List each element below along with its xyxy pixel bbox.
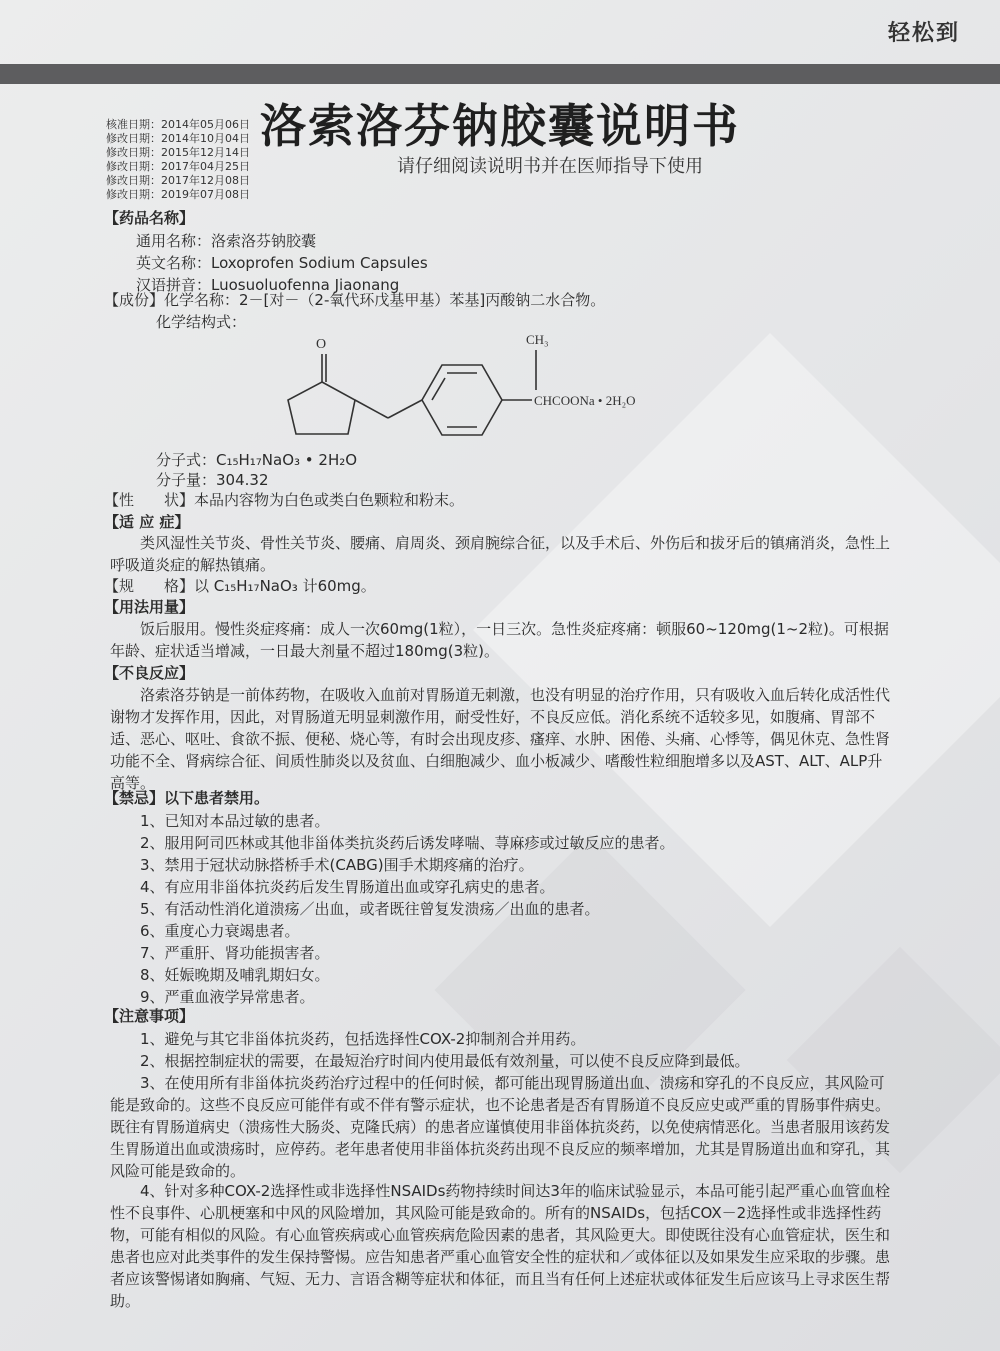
section-heading-indications: 【适 应 症】: [104, 513, 190, 531]
molecular-formula: 分子式：C₁₅H₁₇NaO₃ • 2H₂O: [156, 451, 358, 469]
document-title: 洛索洛芬钠胶囊说明书: [260, 99, 740, 153]
molecular-weight: 分子量：304.32: [156, 471, 269, 489]
section-heading-precautions: 【注意事项】: [104, 1007, 195, 1025]
pinyin-name: 汉语拼音：Luosuoluofenna Jiaonang: [136, 276, 400, 294]
benzene-ring: [422, 365, 502, 435]
section-heading-drug-name: 【药品名称】: [104, 209, 195, 227]
contraindication-item: 1、已知对本品过敏的患者。: [140, 812, 330, 830]
precaution-item: 1、避免与其它非甾体抗炎药，包括选择性COX-2抑制剂合并用药。: [140, 1030, 586, 1048]
header-bar: [0, 64, 1000, 84]
ketone-oxygen-label: O: [316, 337, 327, 352]
contraindication-item: 9、严重血液学异常患者。: [140, 988, 315, 1006]
brand-logo: 轻松到: [887, 20, 960, 46]
section-heading-contraindications: 【禁忌】以下患者禁用。: [104, 789, 270, 807]
revision-date: 修改日期：2017年12月08日: [106, 174, 250, 187]
english-name: 英文名称：Loxoprofen Sodium Capsules: [136, 254, 428, 272]
cyclopentane-ring: [288, 382, 355, 434]
specification-line: 【规 格】以 C₁₅H₁₇NaO₃ 计60mg。: [104, 577, 376, 595]
contraindication-item: 5、有活动性消化道溃疡／出血，或者既往曾复发溃疡／出血的患者。: [140, 900, 600, 918]
revision-dates: [106, 118, 250, 202]
methyl-label: CH₃: [526, 332, 549, 347]
adverse-reactions-text: 洛索洛芬钠是一前体药物，在吸收入血前对胃肠道无刺激，也没有明显的治疗作用，只有吸收入血后转化成活性代谢物才发挥作用，因此，对胃肠道无明显刺激作用，耐受性好，不良反应低。消化系统不适较多见，如腹痛、胃部不适、恶心、呕吐、食欲不振、便秘、烧心等，有时会出现皮疹、瘙痒、水肿、困倦、头痛、心悸等，偶见休克、急性肾功能不全、肾病综合征、间质性肺炎以及贫血、白细胞减少、血小板减少、嗜酸性粒细胞增多以及AST、ALT、ALP升高等。: [110, 686, 891, 792]
document-subtitle: 请仔细阅读说明书并在医师指导下使用: [397, 156, 703, 177]
revision-date: 修改日期：2019年07月08日: [106, 188, 250, 201]
precaution-item: 2、根据控制症状的需要，在最短治疗时间内使用最低有效剂量，可以使不良反应降到最低。: [140, 1052, 750, 1070]
revision-date: 修改日期：2014年10月04日: [106, 132, 250, 145]
contraindication-item: 6、重度心力衰竭患者。: [140, 922, 300, 940]
properties-line: 【性 状】本品内容物为白色或类白色颗粒和粉末。: [104, 491, 465, 509]
contraindication-item: 3、禁用于冠状动脉搭桥手术(CABG)围手术期疼痛的治疗。: [140, 856, 534, 874]
chemical-structure-diagram: [260, 328, 680, 458]
contraindication-item: 4、有应用非甾体抗炎药后发生胃肠道出血或穿孔病史的患者。: [140, 878, 555, 896]
revision-date: 修改日期：2015年12月14日: [106, 146, 250, 159]
generic-name: 通用名称：洛索洛芬钠胶囊: [136, 232, 317, 250]
approval-date: 核准日期：2014年05月06日: [106, 118, 250, 131]
contraindication-item: 8、妊娠晚期及哺乳期妇女。: [140, 966, 330, 984]
precaution-item: 4、针对多种COX-2选择性或非选择性NSAIDs药物持续时间达3年的临床试验显示，本品可能引起严重心血管血栓性不良事件、心肌梗塞和中风的风险增加，其风险可能是致命的。所有的NSAIDs，包括COX－2选择性或非选择性药物，可能有相似的风险。有心血管疾病或心血管疾病危险因素的患者，其风险更大。即使既往没有心血管症状，医生和患者也应对此类事件的发生保持警惕。应告知患者严重心血管安全性的症状和／或体征以及如果发生应采取的步骤。患者应该警惕诸如胸痛、气短、无力、言语含糊等症状和体征，而且当有任何上述症状或体征发生后应该马上寻求医生帮助。: [110, 1182, 891, 1310]
composition-chemical-name: 【成份】化学名称：2－[对－（2-氧代环戊基甲基）苯基]丙酸钠二水合物。: [104, 291, 606, 309]
contraindication-item: 2、服用阿司匹林或其他非甾体类抗炎药后诱发哮喘、荨麻疹或过敏反应的患者。: [140, 834, 675, 852]
section-heading-adverse-reactions: 【不良反应】: [104, 664, 195, 682]
dosage-text: 饭后服用。慢性炎症疼痛：成人一次60mg(1粒），一日三次。急性炎症疼痛：顿服60~120mg(1~2粒)。可根据年龄、症状适当增减，一日最大剂量不超过180mg(3粒)。: [110, 620, 889, 660]
indications-text: 类风湿性关节炎、骨性关节炎、腰痛、肩周炎、颈肩腕综合征，以及手术后、外伤后和拔牙后的镇痛消炎，急性上呼吸道炎症的解热镇痛。: [110, 534, 891, 574]
section-heading-dosage: 【用法用量】: [104, 598, 195, 616]
precaution-item: 3、在使用所有非甾体抗炎药治疗过程中的任何时候，都可能出现胃肠道出血、溃疡和穿孔的不良反应，其风险可能是致命的。这些不良反应可能伴有或不伴有警示症状，也不论患者是否有胃肠道不良反应史或严重的胃肠事件病史。既往有胃肠道病史（溃疡性大肠炎、克隆氏病）的患者应谨慎使用非甾体抗炎药，以免使病情恶化。当患者服用该药发生胃肠道出血或溃疡时，应停药。老年患者使用非甾体抗炎药出现不良反应的频率增加，尤其是胃肠道出血和穿孔，其风险可能是致命的。: [110, 1074, 891, 1180]
contraindication-item: 7、严重肝、肾功能损害者。: [140, 944, 330, 962]
revision-date: 修改日期：2017年04月25日: [106, 160, 250, 173]
structure-label: 化学结构式：: [156, 313, 247, 331]
sodium-salt-label: CHCOONa • 2H₂O: [534, 393, 636, 408]
methylene-bond: [355, 400, 388, 418]
